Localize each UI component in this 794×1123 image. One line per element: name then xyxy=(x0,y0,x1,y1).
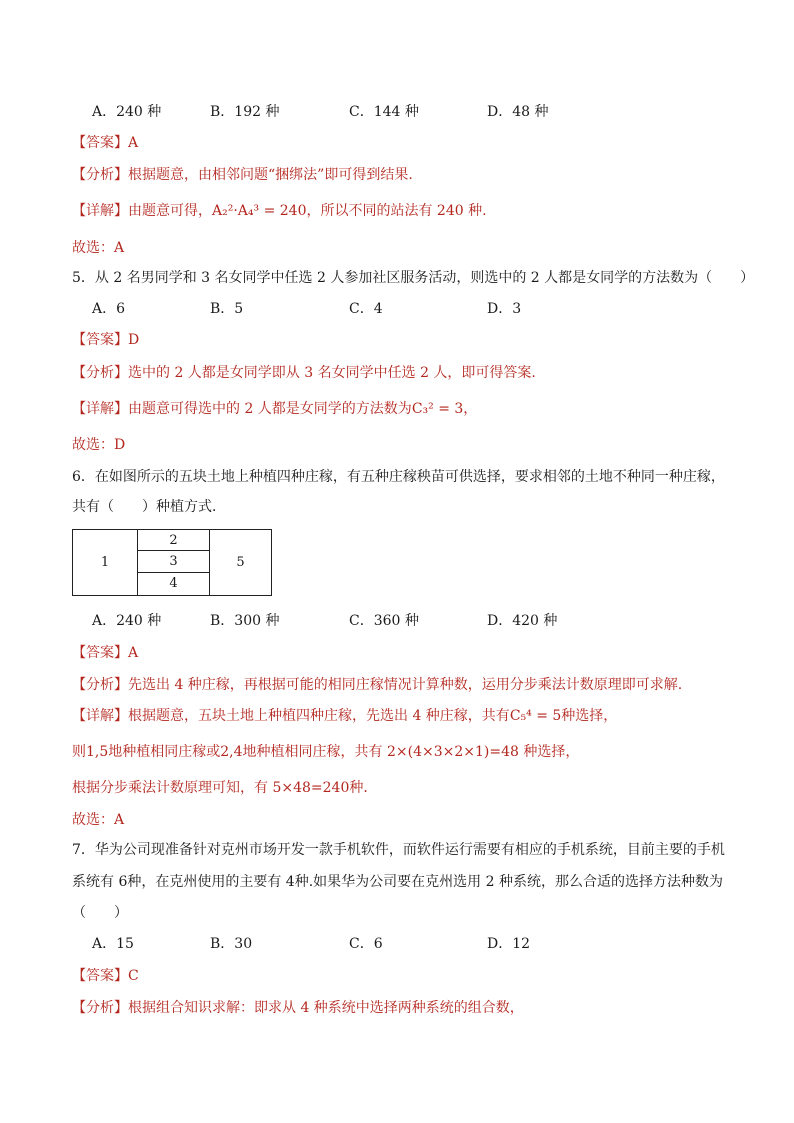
option-a: A．240 种 xyxy=(92,613,162,629)
plot-1: 1 xyxy=(73,530,138,595)
detail-tag: 【详解】 xyxy=(72,203,128,219)
option-c: C．360 种 xyxy=(349,613,419,629)
plot-5: 5 xyxy=(209,530,271,595)
plot-4: 4 xyxy=(169,576,178,591)
q7-stem-line1: 7．华为公司现准备针对克州市场开发一款手机软件，而软件运行需要有相应的手机系统，目前主要的手机 xyxy=(72,842,725,858)
q5-stem: 5．从 2 名男同学和 3 名女同学中任选 2 人参加社区服务活动，则选中的 2 人都是女同学的方法数为（ ） xyxy=(72,270,755,286)
q4-analysis xyxy=(72,165,413,185)
option-d: D．12 xyxy=(487,936,531,952)
answer-value: A xyxy=(128,645,139,661)
land-plot-figure xyxy=(72,529,272,596)
detail-text: 根据题意，五块土地上种植四种庄稼，先选出 4 种庄稼，共有 xyxy=(128,708,510,724)
detail-text: 由题意可得， xyxy=(128,203,212,219)
q7-stem-line3: （ ） xyxy=(72,905,128,921)
analysis-text: 根据题意，由相邻问题“捆绑法”即可得到结果. xyxy=(128,167,413,183)
q7-stem-line2: 系统有 6种，在克州使用的主要有 4种.如果华为公司要在克州选用 2 种系统，那么合适的选择方法种数为 xyxy=(72,874,723,890)
option-c: C．6 xyxy=(349,936,383,952)
option-b: B．30 xyxy=(210,936,253,952)
q6-stem-line2: 共有（ ）种植方式． xyxy=(72,499,226,515)
option-a: A．6 xyxy=(92,301,126,317)
q6-detail xyxy=(72,706,617,726)
detail-text-end: ， xyxy=(463,401,478,417)
q7-analysis xyxy=(72,998,524,1018)
q4-answer xyxy=(72,133,138,153)
q7-answer xyxy=(72,966,139,986)
option-d: D．420 种 xyxy=(487,613,558,629)
q4-detail xyxy=(72,201,487,221)
option-a: A．240 种 xyxy=(92,104,162,120)
detail-text: 由题意可得选中的 2 人都是女同学的方法数为 xyxy=(128,401,412,417)
q6-answer xyxy=(72,643,138,663)
q5-analysis xyxy=(72,363,536,383)
analysis-text: 先选出 4 种庄稼，再根据可能的相同庄稼情况计算种数，运用分步乘法计数原理即可求解. xyxy=(128,677,683,693)
option-b: B．300 种 xyxy=(210,613,280,629)
detail-formula: C₃² = 3 xyxy=(411,401,464,417)
option-c: C．4 xyxy=(349,301,383,317)
option-b: B．5 xyxy=(210,301,244,317)
q6-detail-line3: 根据分步乘法计数原理可知，有 5×48=240种． xyxy=(72,780,378,796)
analysis-tag: 【分析】 xyxy=(72,1000,128,1016)
q5-detail xyxy=(72,399,477,419)
q6-choose: 故选：A xyxy=(72,812,125,828)
analysis-tag: 【分析】 xyxy=(72,677,128,693)
answer-value: C xyxy=(128,968,139,984)
option-b: B．192 种 xyxy=(210,104,280,120)
q6-analysis xyxy=(72,675,682,695)
detail-formula: C₅⁴ = 5 xyxy=(509,708,562,724)
analysis-text: 选中的 2 人都是女同学即从 3 名女同学中任选 2 人，即可得答案. xyxy=(128,365,536,381)
plot-3: 3 xyxy=(138,551,209,573)
option-c: C．144 种 xyxy=(349,104,419,120)
detail-text-end: ，所以不同的站法有 240 种. xyxy=(306,203,487,219)
analysis-tag: 【分析】 xyxy=(72,365,128,381)
answer-value: D xyxy=(128,332,140,348)
plot-2: 2 xyxy=(138,530,209,551)
answer-tag: 【答案】 xyxy=(72,332,128,348)
option-d: D．3 xyxy=(487,301,522,317)
detail-text-end: 种选择， xyxy=(561,708,618,724)
q5-choose: 故选：D xyxy=(72,437,126,453)
option-a: A．15 xyxy=(92,936,134,952)
detail-tag: 【详解】 xyxy=(72,708,128,724)
answer-tag: 【答案】 xyxy=(72,645,128,661)
q6-stem-line1: 6．在如图所示的五块土地上种植四种庄稼，有五种庄稼秧苗可供选择，要求相邻的土地不种同一种庄稼， xyxy=(72,469,725,485)
analysis-text: 根据组合知识求解：即求从 4 种系统中选择两种系统的组合数， xyxy=(128,1000,524,1016)
detail-formula: A₂²·A₄³ = 240 xyxy=(212,203,307,219)
detail-tag: 【详解】 xyxy=(72,401,128,417)
q5-answer xyxy=(72,330,139,350)
answer-tag: 【答案】 xyxy=(72,968,128,984)
q6-detail-line2: 则1,5地种植相同庄稼或2,4地种植相同庄稼，共有 2×(4×3×2×1)=48 种选择， xyxy=(72,744,580,760)
q4-choose: 故选：A xyxy=(72,240,125,256)
analysis-tag: 【分析】 xyxy=(72,167,128,183)
answer-tag: 【答案】 xyxy=(72,135,128,151)
option-d: D．48 种 xyxy=(487,104,549,120)
answer-value: A xyxy=(128,135,139,151)
